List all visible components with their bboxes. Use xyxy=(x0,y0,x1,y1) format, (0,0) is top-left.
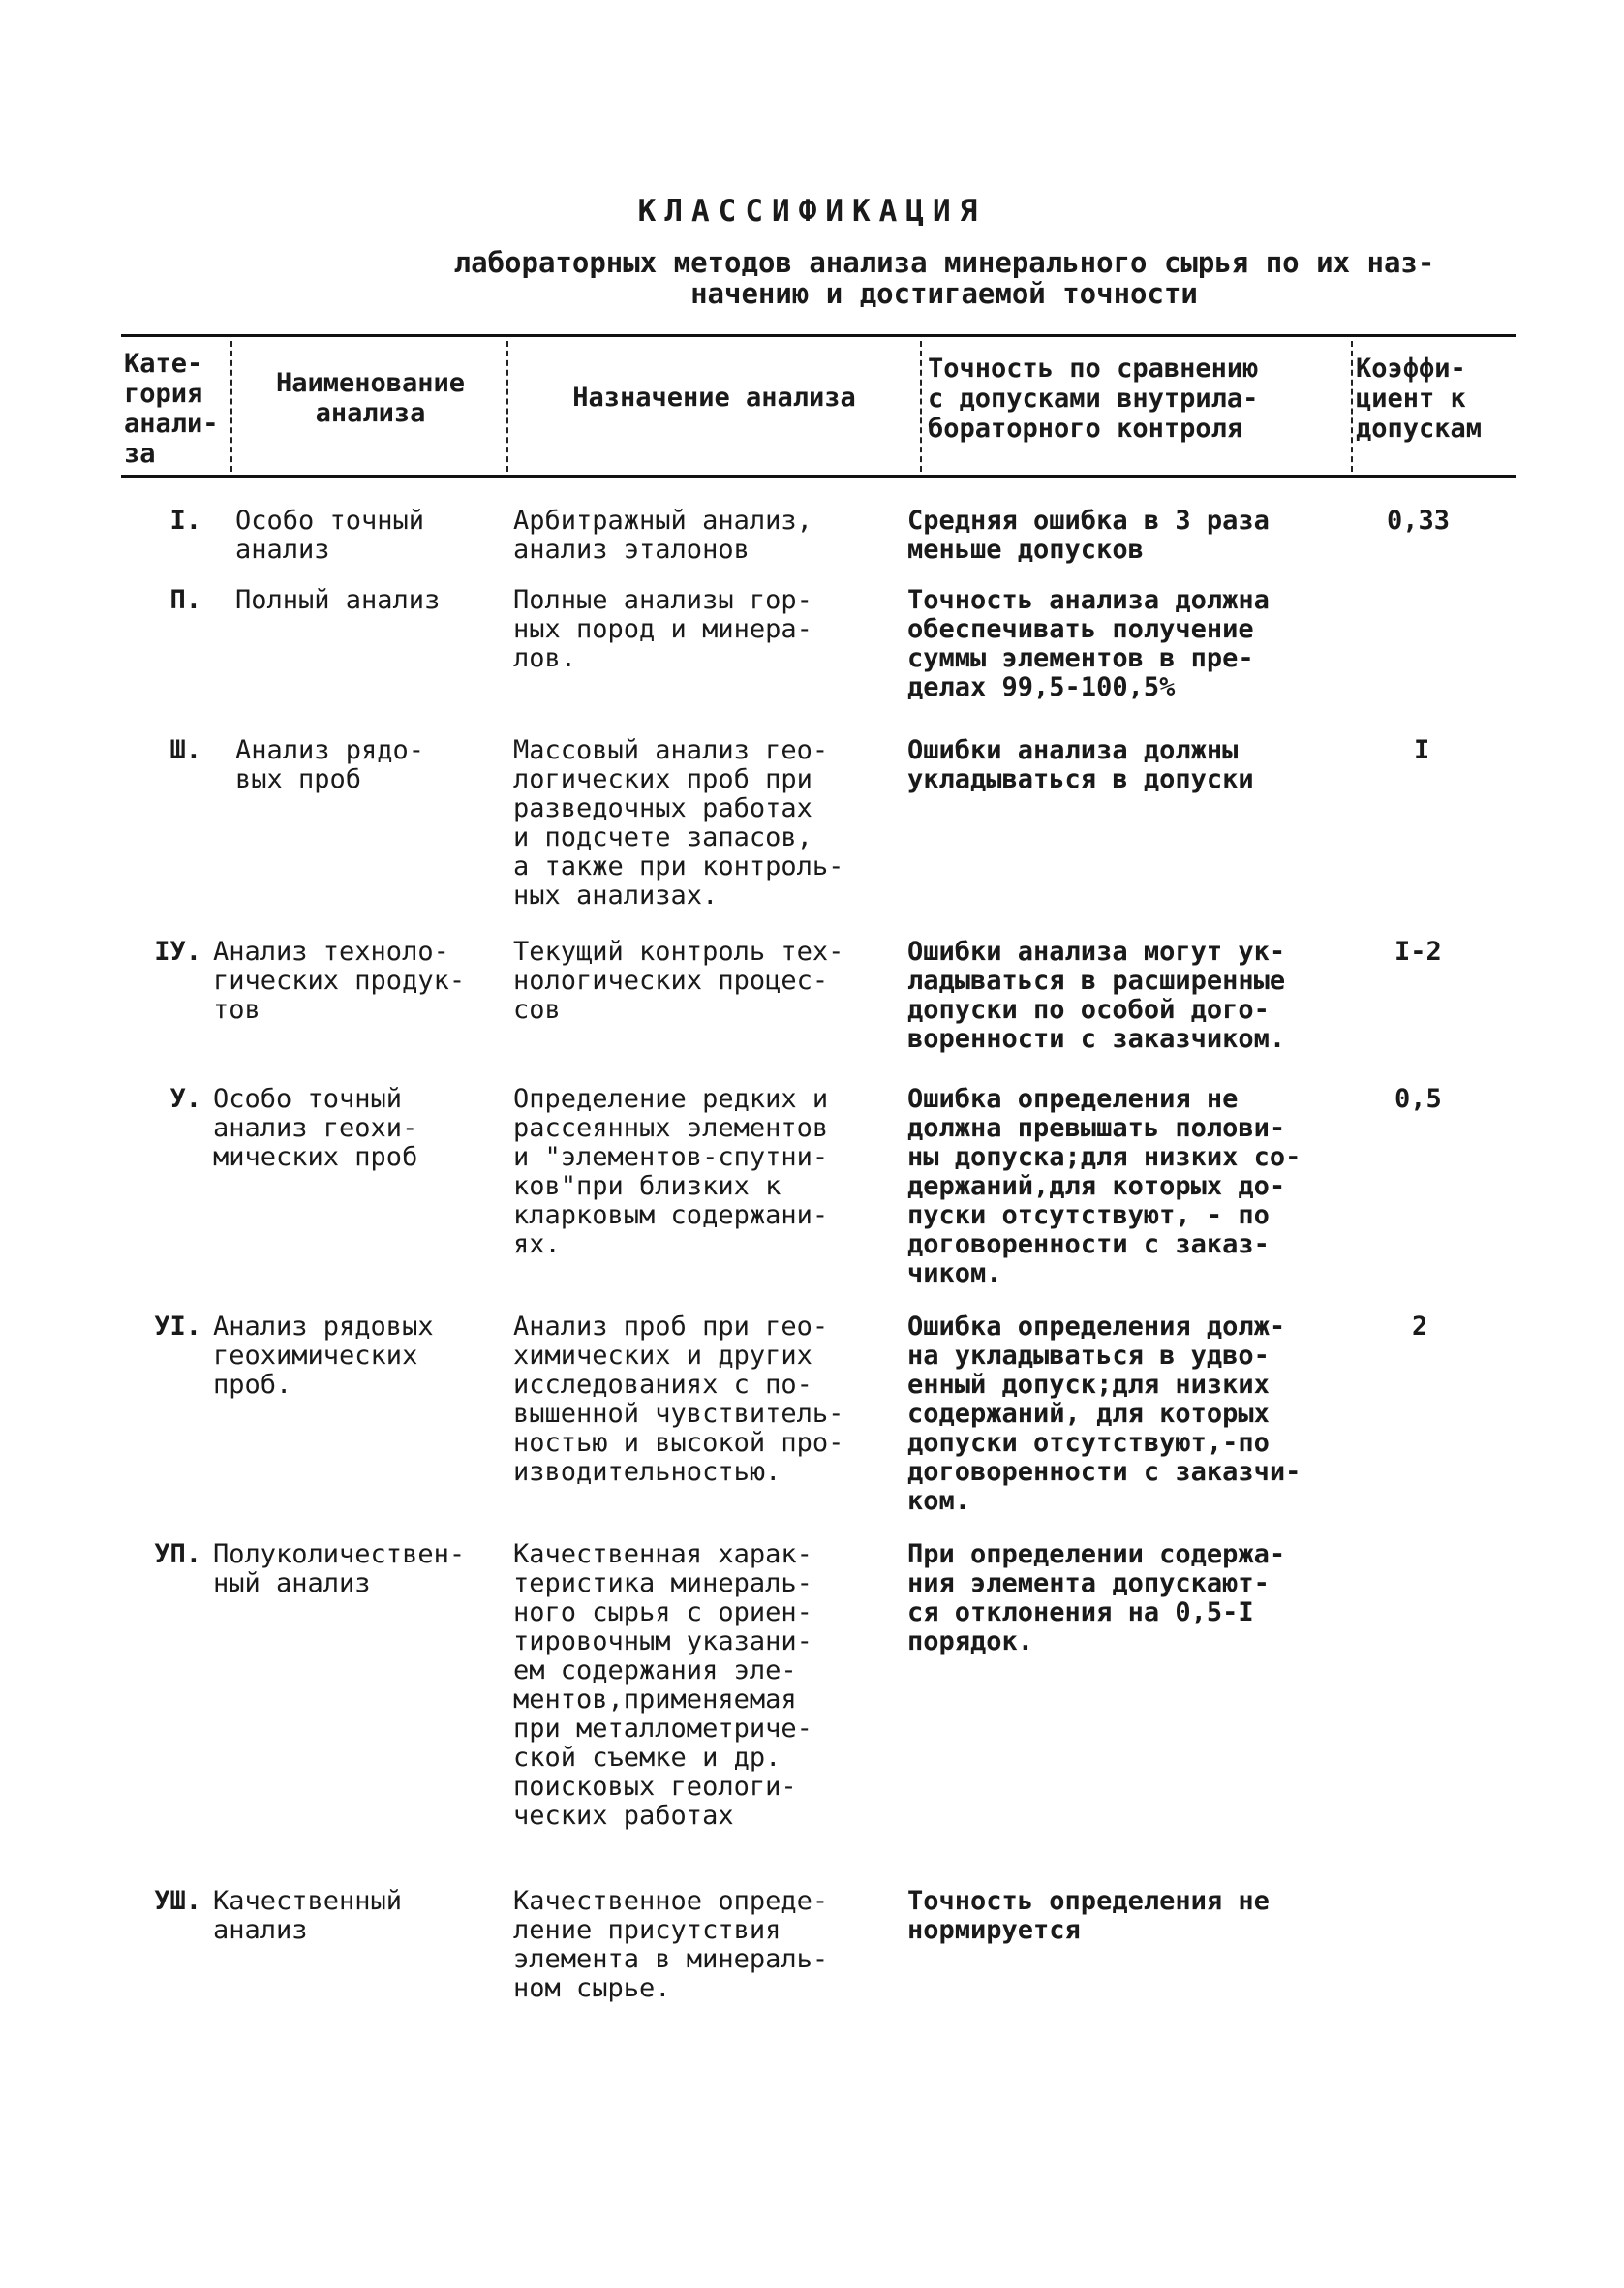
row-name: Полуколичествен- ный анализ xyxy=(213,1539,466,1598)
document-subtitle xyxy=(387,247,1501,309)
row-category: УШ. xyxy=(154,1886,201,1916)
document-title: КЛАССИФИКАЦИЯ xyxy=(637,194,987,229)
row-coefficient: 2 xyxy=(1412,1312,1428,1342)
row-accuracy: Точность анализа должна обеспечивать получение суммы элементов в пре- делах 99,5-100,5% xyxy=(907,585,1270,702)
table-header-bottom-rule xyxy=(121,475,1516,478)
row-category: УI. xyxy=(154,1312,201,1342)
header-divider xyxy=(1351,341,1353,472)
row-category: Ш. xyxy=(169,735,201,765)
row-purpose: Текущий контроль тех- нологических процес- сов xyxy=(513,937,844,1025)
header-divider xyxy=(230,341,232,472)
row-category: П. xyxy=(169,585,201,615)
row-purpose: Определение редких и рассеянных элементов и "элементов-спутни- ков"при близких к кларковым содержани- ях. xyxy=(513,1084,829,1259)
header-accuracy: Точность по сравнению с допусками внутрила- бораторного контроля xyxy=(928,354,1259,444)
row-accuracy: Ошибка определения долж- на укладываться в удво- енный допуск;для низких содержаний, для которых допуски отсутствуют,-по договоренности с заказчи- ком. xyxy=(907,1312,1302,1516)
row-accuracy: Точность определения не нормируется xyxy=(907,1886,1270,1945)
row-coefficient: 0,33 xyxy=(1387,506,1451,536)
row-coefficient: 0,5 xyxy=(1394,1084,1442,1114)
row-category: I. xyxy=(169,506,201,536)
row-purpose: Качественное опреде- ление присутствия элемента в минераль- ном сырье. xyxy=(513,1886,829,2003)
row-name: Анализ техноло- гических продук- тов xyxy=(213,937,466,1025)
row-name: Полный анализ xyxy=(235,585,441,615)
row-accuracy: Средняя ошибка в 3 раза меньше допусков xyxy=(907,506,1270,565)
table-top-rule xyxy=(121,334,1516,337)
row-coefficient: I xyxy=(1414,735,1430,765)
subtitle-line: начению и достигаемой точности xyxy=(690,277,1198,310)
row-purpose: Анализ проб при гео- химических и других исследованиях с по- вышенной чувствитель- ностью и высокой про- изводительностью. xyxy=(513,1312,844,1487)
row-category: УП. xyxy=(154,1539,201,1569)
row-accuracy: При определении содержа- ния элемента допускают- ся отклонения на 0,5-I порядок. xyxy=(907,1539,1286,1656)
row-purpose: Качественная харак- теристика минераль- ного сырья с ориен- тировочным указани- ем содержания эле- ментов,применяемая при металлометриче- ской съемке и др. поисковых геологи- ческих работах xyxy=(513,1539,812,1831)
header-purpose: Назначение анализа xyxy=(572,383,856,413)
row-name: Анализ рядо- вых проб xyxy=(235,735,425,794)
row-name: Качественный анализ xyxy=(213,1886,403,1945)
row-category: IУ. xyxy=(154,937,201,967)
row-purpose: Арбитражный анализ, анализ эталонов xyxy=(513,506,812,565)
row-name: Анализ рядовых геохимических проб. xyxy=(213,1312,434,1400)
row-coefficient: I-2 xyxy=(1394,937,1442,967)
row-accuracy: Ошибки анализа могут ук- ладываться в расширенные допуски по особой дого- воренности с заказчиком. xyxy=(907,937,1286,1054)
row-name: Особо точный анализ геохи- мических проб xyxy=(213,1084,418,1172)
header-divider xyxy=(920,341,922,472)
row-name: Особо точный анализ xyxy=(235,506,425,565)
header-category: Кате- гория анали- за xyxy=(124,349,219,469)
header-name: Наименование анализа xyxy=(275,368,466,428)
row-accuracy: Ошибки анализа должны укладываться в допуски xyxy=(907,735,1254,794)
row-purpose: Полные анализы гор- ных пород и минера- лов. xyxy=(513,585,812,673)
header-divider xyxy=(506,341,508,472)
row-accuracy: Ошибка определения не должна превышать полови- ны допуска;для низких со- держаний,для которых до- пуски отсутствуют, - по договоренности с заказ- чиком. xyxy=(907,1084,1302,1288)
row-purpose: Массовый анализ гео- логических проб при разведочных работах и подсчете запасов, а также при контроль- ных анализах. xyxy=(513,735,844,911)
header-coefficient: Коэффи- циент к допускам xyxy=(1356,354,1483,444)
row-category: У. xyxy=(169,1084,201,1114)
subtitle-line: лабораторных методов анализа минерального сырья по их наз- xyxy=(453,246,1435,279)
